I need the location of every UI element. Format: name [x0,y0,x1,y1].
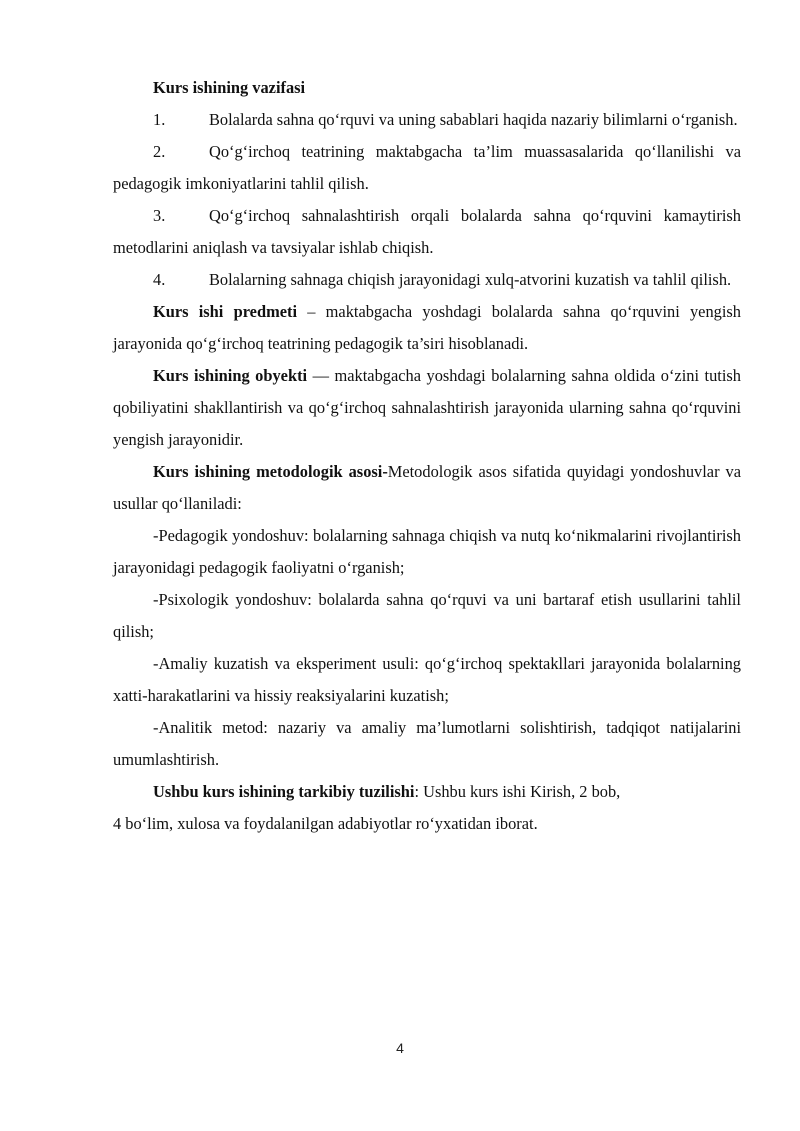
task-text: Qo‘g‘irchoq teatrining maktabgacha ta’lim muassasalarida qo‘llanilishi va pedagogik imkoniyatlarini tahlil qilish. [113,142,741,193]
approach-analytical: -Analitik metod: nazariy va amaliy ma’lumotlarni solishtirish, tadqiqot natijalarini umumlashtirish. [113,718,741,769]
object-text: — maktabgacha yoshdagi bolalarning sahna oldida o‘zini tutish qobiliyatini shakllantirish va qo‘g‘irchoq sahnalashtirish jarayonida ularning sahna qo‘rquvini yengish jarayonidir. [113,366,741,449]
methodology-paragraph [113,456,741,520]
task-number: 2. [153,142,166,161]
task-item-4 [113,264,741,296]
task-number: 4. [153,270,166,289]
methodology-label: Kurs ishining metodologik asosi- [153,462,388,481]
task-item-2 [113,136,741,200]
approach-practical: -Amaliy kuzatish va eksperiment usuli: qo‘g‘irchoq spektakllari jarayonida bolalarning xatti-harakatlarini va hissiy reaksiyalarini kuzatish; [113,654,741,705]
subject-label: Kurs ishi predmeti [153,302,298,321]
task-text: Bolalarning sahnaga chiqish jarayonidagi xulq-atvorini kuzatish va tahlil qilish. [209,270,732,289]
methodology-text: Metodologik asos sifatida quyidagi yondoshuvlar va usullar qo‘llaniladi: [113,462,742,513]
task-item-1 [113,104,741,136]
section-heading: Kurs ishining vazifasi [153,78,306,97]
task-text: Qo‘g‘irchoq sahnalashtirish orqali bolalarda sahna qo‘rquvini kamaytirish metodlarini aniqlash va tavsiyalar ishlab chiqish. [113,206,741,257]
structure-text-line2: 4 bo‘lim, xulosa va foydalanilgan adabiyotlar ro‘yxatidan iborat. [113,814,538,833]
structure-label: Ushbu kurs ishining tarkibiy tuzilishi [153,782,415,801]
structure-paragraph [113,776,741,808]
document-page [113,72,741,840]
task-item-3 [113,200,741,264]
subject-paragraph [113,296,741,360]
approach-pedagogical: -Pedagogik yondoshuv: bolalarning sahnaga chiqish va nutq ko‘nikmalarini rivojlantirish jarayonidagi pedagogik faoliyatni o‘rganish; [113,526,741,577]
object-label: Kurs ishining obyekti [153,366,308,385]
task-number: 1. [153,110,166,129]
task-text: Bolalarda sahna qo‘rquvi va uning sabablari haqida nazariy bilimlarni o‘rganish. [209,110,738,129]
subject-text: – maktabgacha yoshdagi bolalarda sahna qo‘rquvini yengish jarayonida qo‘g‘irchoq teatrining pedagogik ta’siri hisoblanadi. [113,302,741,353]
structure-text-line1: : Ushbu kurs ishi Kirish, 2 bob, [414,782,621,801]
page-number: 4 [396,1040,404,1056]
approach-psychological: -Psixologik yondoshuv: bolalarda sahna qo‘rquvi va uni bartaraf etish usullarini tahlil qilish; [113,590,741,641]
object-paragraph [113,360,741,456]
task-number: 3. [153,206,166,225]
